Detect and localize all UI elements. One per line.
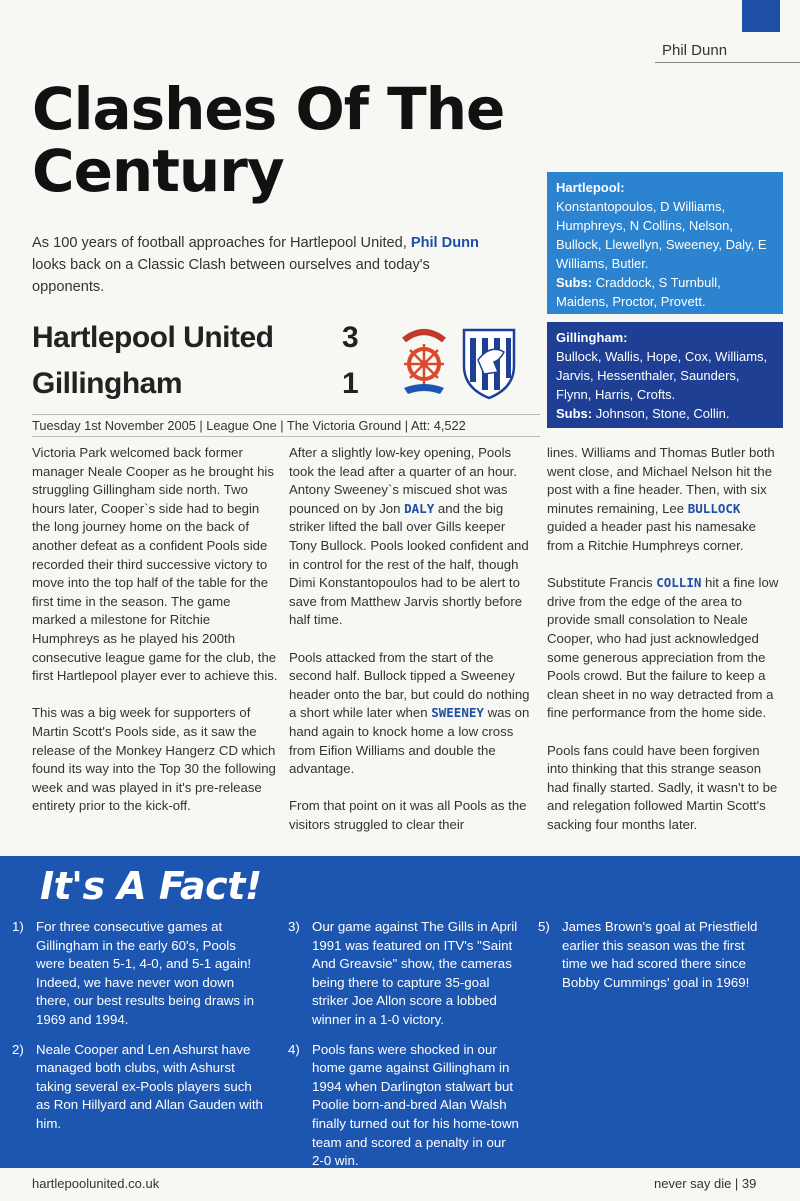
fact-text: Neale Cooper and Len Ashurst have managed both clubs, with Ashurst taking several ex-Pools players such as Ron Hillyard and Allan Gauden with him. [36,1041,263,1131]
intro-text [32,232,502,298]
article-column-2 [289,444,535,853]
fact-column-2 [288,918,520,1182]
away-team: Gillingham [32,367,183,400]
article-text: Pools attacked from the start of the second half. Bullock tipped a Sweeney header onto the bar, but could do nothing a short while later when [289,649,530,721]
intro-author: Phil Dunn [410,235,479,251]
page-title: Clashes Of The Century [32,75,505,205]
corner-tab [742,0,780,32]
lineup-hartlepool-label: Hartlepool: [556,180,625,195]
author-tag: Phil Dunn [662,42,728,59]
lineup-gillingham-players: Bullock, Wallis, Hope, Cox, Williams, Jarvis, Hessenthaler, Saunders, Flynn, Harris, Crofts. [556,349,768,402]
article-column-3 [547,444,783,853]
lineup-hartlepool-players: Konstantopoulos, D Williams, Humphreys, N Collins, Nelson, Bullock, Llewellyn, Sweeney, Daly, E Williams, Butler. [556,199,767,271]
article-text: After a slightly low-key opening, Pools took the lead after a quarter of an hour. Antony Sweeney`s miscued shot was pounced on by Jon [289,445,518,516]
article-paragraph [289,444,535,630]
article-text: and the big striker lifted the ball over Gills keeper Tony Bullock. Pools looked confident and in control for the rest of the half, though Dimi Konstantopoulos had to be alert to save from Matthew Jarvis shortly before half time. [289,500,529,628]
lineup-hartlepool [547,172,783,314]
article-text: lines. Williams and Thomas Butler both went close, and Michael Nelson hit the post with a fine header. Then, with six minutes remaining, Lee [547,445,775,516]
article-paragraph [547,574,783,723]
score-row-away [32,364,359,404]
article-column-1 [32,444,278,834]
article-text: guided a header past his namesake from a Ritchie Humphreys corner. [547,519,756,553]
scorer-collin: COLLIN [656,575,702,591]
fact-text: James Brown's goal at Priestfield earlier this season was the first time we had scored there since Bobby Cummings' goal in 1969! [562,919,758,990]
article-paragraph: This was a big week for supporters of Martin Scott's Pools side, as it saw the release of the Monkey Hangerz CD which found its way into the Top 30 the following week and was played in it's pre-release entirety prior to the kick-off. [32,705,276,814]
fact-text: Our game against The Gills in April 1991 was featured on ITV's "Saint And Greavsie" show, the cameras being there to capture 35-goal striker Joe Allon score a lobbed winner in a 1-0 victory. [312,919,518,1027]
fact-number: 1) [12,919,24,934]
hartlepool-crest-icon [398,322,450,402]
fact-box [0,856,800,1168]
intro-after: looks back on a Classic Clash between ourselves and today's opponents. [32,257,430,295]
away-goals: 1 [342,367,359,400]
fact-item [538,918,770,992]
fact-column-1 [12,918,264,1145]
home-goals: 3 [342,321,359,354]
article-text: was on hand again to knock home a low cross from Eifion Williams and double the advantage. [289,705,530,777]
fact-text: Pools fans were shocked in our home game against Gillingham in 1994 when Darlington stalwart but Poolie born-and-bred Alan Walsh finally turned out for his home-town team and scored a penalty in our 2-0 win. [312,1041,519,1169]
footer-page-number: never say die | 39 [654,1176,757,1191]
scorer-daly: DALY [404,500,435,516]
lineup-gillingham [547,322,783,428]
match-info: Tuesday 1st November 2005 | League One | The Victoria Ground | Att: 4,522 [32,414,540,437]
scorer-bullock: BULLOCK [687,500,741,516]
fact-item [288,1041,520,1171]
article-paragraph: From that point on it was all Pools as the visitors struggled to clear their [289,798,527,832]
scorer-sweeney: SWEENEY [431,705,484,721]
fact-item [12,1041,264,1134]
fact-column-3 [538,918,770,1003]
fact-number: 2) [12,1041,24,1057]
article-paragraph: Pools fans could have been forgiven into thinking that this strange season had finally started. Sadly, it wasn't to be and relegation followed Martin Scott's sacking four months later. [547,742,778,832]
author-divider [655,62,800,63]
fact-number: 5) [538,919,550,934]
lineup-gillingham-subs-label: Subs: [556,406,593,421]
fact-title: It's A Fact! [40,864,262,908]
intro-before: As 100 years of football approaches for Hartlepool United, [32,235,411,251]
home-team: Hartlepool United [32,321,274,354]
article-paragraph: Victoria Park welcomed back former manager Neale Cooper as he brought his struggling Gillingham side north. Two hours later, Cooper`s side had to begin the long journey home on the back of another defeat as a confident Pools side recorded their third successive victory to move into the top half of the table for the first time in the season. The game marked a milestone for Ritchie Humphreys as he played his 200th consecutive league game for the club, the first Hartlepool player ever to achieve this. [32,445,278,684]
fact-number: 4) [288,1041,300,1057]
score-row-home [32,318,359,358]
lineup-hartlepool-subs: Craddock, S Turnbull, Maidens, Proctor, Provett. [556,275,721,309]
lineup-gillingham-subs: Johnson, Stone, Collin. [595,406,730,421]
article-paragraph [547,444,783,556]
footer-website-link[interactable]: hartlepoolunited.co.uk [32,1176,160,1191]
article-paragraph [289,649,535,779]
fact-item [12,918,264,1030]
fact-item [288,918,520,1030]
lineup-hartlepool-subs-label: Subs: [556,275,593,290]
article-text: hit a fine low drive from the edge of the area to provide small consolation to Neale Cooper, who had just acknowledged some generous appreciation from the Pools crowd. But the failure to keep a clean sheet in no way detracted from a fine performance from the home side. [547,575,779,721]
lineup-gillingham-label: Gillingham: [556,330,628,345]
fact-text: For three consecutive games at Gillingham in the early 60's, Pools were beaten 5-1, 4-0, and 5-1 again! Indeed, we have never won down there, our best results being draws in 1969 and 1994. [36,919,255,1027]
fact-number: 3) [288,919,300,934]
article-text: Substitute Francis [547,575,657,591]
gillingham-crest-icon [460,326,518,400]
